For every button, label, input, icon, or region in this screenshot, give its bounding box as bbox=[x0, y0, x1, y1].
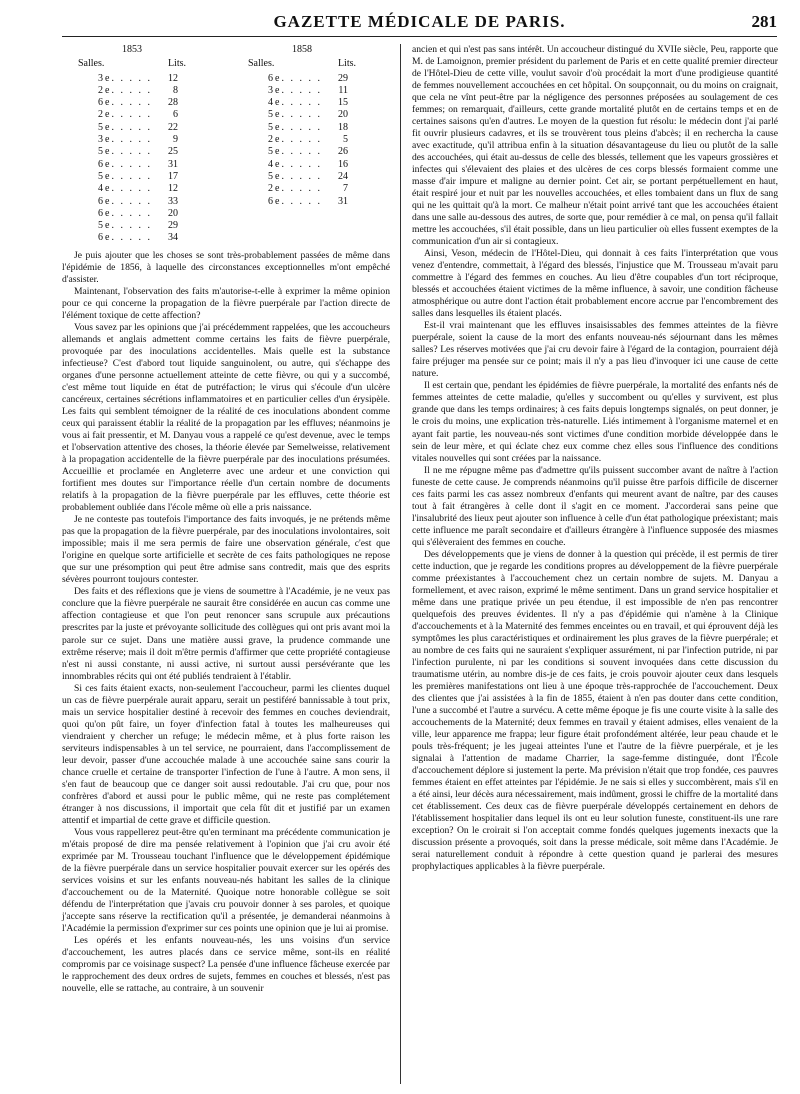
salle-cell: 6e. . . . . bbox=[98, 232, 152, 244]
table-row bbox=[242, 97, 362, 109]
salle-cell: 6e. . . . . bbox=[98, 207, 152, 219]
table-row bbox=[242, 85, 362, 97]
paragraph: ancien et qui n'est pas sans intérêt. Un accoucheur distingué du XVIIe siècle, Peu, rapporte que M. de Lamoignon, premier président du parlement de Paris et en cette qualité premier directeur de l'Hôtel-Dieu de cette ville, voulut savoir d'où procédait la mort d'une prodigieuse quantité de femmes nouvellement accouchées en cet hôpital. On soupçonnait, ou du moins on craignait, que cela ne vînt peut-être par la négligence des personnes préposées au soulagement de ces femmes; on remarquait, d'ailleurs, cette grande mortalité plutôt en de certains temps et en de certaines saisons qu'en d'autres. Le moyen de la question fut résolu: le médecin dont j'ai parlé fit ouvrir plusieurs cadavres, et ils se trouvèrent tous pleins d'abcès; il en rechercha la cause avec exactitude, qu'il attribua enfin à la situation désavantageuse du lieu ou plutôt de la salle des accouchées, qui était au-dessus de celle des blessés, tellement que les vapeurs grossières et infectes qui s'élevaient des plaies et des ulcères de ces corps blessés formaient comme une masse d'air impure et maligne au dernier point. Cet air, se portant perpétuellement en haut, était respiré jour et nuit par les nouvelles accouchées, et elles tombaient dans un flux de sang qui ne les quittait qu'à la mort. Ce malheur n'était point arrivé tant que les accouchées étaient dans une salle au-dessous des autres, de sorte que, pour remédier à ce mal, on pensa qu'il fallait mettre les accouchées, s'il était possible, dans un lieu particulier où elles fussent exemptes de la communication d'un air si contagieux. bbox=[412, 44, 778, 248]
table-row bbox=[72, 146, 192, 158]
lits-cell: 6 bbox=[173, 109, 178, 121]
paragraph: Je puis ajouter que les choses se sont très-probablement passées de même dans l'épidémie de 1856, à laquelle des circonstances exceptionnelles m'ont empêché d'assister. bbox=[62, 250, 390, 286]
table-1853 bbox=[72, 44, 192, 245]
paragraph: Vous vous rappellerez peut-être qu'en terminant ma précédente communication je m'étais proposé de dire ma pensée relativement à l'opinion que j'ai cru avoir été exprimée par M. Trousseau touchant l'influence que le développement épidémique de la fièvre puerpérale dans un service hospitalier pouvait exercer sur les opérés des services voisins et sur les enfants nouveau-nés habitant les salles de la clinique d'accouchement ou de la Maternité. Quoique notre honorable collègue se soit défendu de l'interprétation que j'avais cru pouvoir donner à ses paroles, et quoique j'accepte sans réserve la rectification qu'il a présentée, je demanderai néanmoins à l'Académie la permission d'exprimer sur ces points une opinion que je lui ai promise. bbox=[62, 826, 390, 934]
lits-cell: 33 bbox=[168, 195, 178, 207]
journal-title: GAZETTE MÉDICALE DE PARIS. bbox=[273, 12, 566, 31]
table-header bbox=[242, 58, 362, 70]
paragraph: Il ne me répugne même pas d'admettre qu'ils puissent succomber avant de naître à l'action funeste de cette cause. Je comprends néanmoins qu'il puisse être parfois difficile de discerner ces faits parmi les cas assez nombreux d'enfants qui meurent avant de naître, par des causes tout à fait étrangères à celle dont il s'agit en ce moment. J'accorderai sans peine que l'insalubrité des lieux peut ajouter son influence à celle d'un état pathologique préexistant; mais cette influence me paraît secondaire et d'ailleurs étrangère à l'influence supposée des miasmes qui s'élèveraient des femmes en couche. bbox=[412, 464, 778, 548]
lits-cell: 7 bbox=[343, 183, 348, 195]
lits-cell: 29 bbox=[338, 72, 348, 84]
salle-cell: 2e. . . . . bbox=[98, 84, 152, 96]
paragraph: Des faits et des réflexions que je viens de soumettre à l'Académie, je ne veux pas conclure que la fièvre puerpérale ne saurait être considérée en aucun cas comme une affection contagieuse et que l'on peut renoncer sans scrupule aux précautions prescrites par la juste et prévoyante sollicitude des collègues qui ont pris avant moi la parole sur ce sujet. Dans une matière aussi grave, la prudence commande une extrême réserve; mais il doit m'être permis d'affirmer que cette propriété contagieuse n'est ni aussi constante, ni aussi active, ni surtout aussi persévérante que les innombrables récits qui ont été publiés tendraient à l'établir. bbox=[62, 586, 390, 682]
col-lits-header: Lits. bbox=[167, 58, 186, 70]
lits-cell: 8 bbox=[173, 84, 178, 96]
table-row bbox=[72, 183, 192, 195]
paragraph: Ainsi, Veson, médecin de l'Hôtel-Dieu, qui donnait à ces faits l'interprétation que vous venez d'entendre, commettait, à l'égard des blessés, l'injustice que M. Trousseau m'avait paru commettre à l'égard des femmes en couches. Au lieu d'être coupables d'un tort réciproque, blessés et accouchées étaient victimes de la même influence, à savoir, une condition fâcheuse atmosphérique ou autre dont l'action était probablement encore accrue par l'encombrement des salles dans lesquelles ils étaient placés. bbox=[412, 248, 778, 320]
col-salles-header: Salles. bbox=[78, 58, 105, 70]
table-row bbox=[72, 171, 192, 183]
paragraph: Des développements que je viens de donner à la question qui précède, il est permis de tirer cette induction, que je regarde les conditions propres au développement de la fièvre puerpérale comme préexistantes à l'accouchement chez un certain nombre de sujets. M. Danyau a formellement, et avec raison, exprimé le même sentiment. Dans un grand service hospitalier et même dans une pratique privée un peu étendue, il est impossible de n'en pas rencontrer quelquefois des preuves évidentes. Il n'y a pas d'épidémie qui n'amène à la Clinique d'accouchements et à la Maternité des femmes enceintes ou en travail, et qui éprouvent déjà les symptômes les plus caractéristiques et ordinairement les plus graves de la fièvre puerpérale; et au nombre de ces faits qui ne sauraient s'expliquer assurément, ni par l'infection putride, ni par l'infection purulente, ni par les conditions si souvent invoquées dans cette discussion du traumatisme utérin, au nombre dis-je de ces faits, je crois pouvoir ajouter ceux dans lesquels les premières manifestations ont lieu à une époque très-rapprochée de l'accouchement. Deux des clientes que j'ai assistées à la fin de 1855, étaient à n'en pas douter dans cette condition, l'une a succombé et l'autre a survécu. A cette même époque je fis une courte visite à la salle des accouchements de la Maternité; deux femmes en travail y étaient admises, elles venaient de la ville, leur apparence me frappa; leur figure était profondément altérée, leur peau chaude et le pouls très-fréquent; je les jugeai atteintes l'une et l'autre de la fièvre puerpérale, et je les signalai à l'attention de madame Charrier, la sage-femme distinguée, dont l'École d'accouchement déplore si justement la perte. Ma prévision n'était que trop fondée, ces pauvres femmes étaient en effet atteintes par l'épidémie. Je ne sais si elles y succombèrent, mais s'il en a été ainsi, leur décès aura nécessairement, mais indûment, grossi le chiffre de la mortalité dans cet établissement. Ces deux cas de fièvre puerpérale développés certainement en dehors de l'établissement hospitalier dans lequel ils ont eu leur solution funeste, constituent-ils une rare exception? On le croirait si l'on acceptait comme fondés quelques jugements inexacts que la discussion présente a provoqués, soit dans la presse médicale, soit même dans l'Académie. Je serai naturellement conduit à répondre à cette question quand je parlerai des mesures prophylactiques applicables à la fièvre puerpérale. bbox=[412, 548, 778, 873]
table-row bbox=[242, 134, 362, 146]
salle-cell: 5e. . . . . bbox=[98, 220, 152, 232]
left-column bbox=[62, 44, 390, 995]
paragraph: Maintenant, l'observation des faits m'autorise-t-elle à exprimer la même opinion pour ce qui concerne la propagation de la fièvre puerpérale par l'action directe de l'élément toxique de cette affection? bbox=[62, 286, 390, 322]
lits-cell: 22 bbox=[168, 121, 178, 133]
paragraph: Je ne conteste pas toutefois l'importance des faits invoqués, je ne prétends même pas que la propagation de la fièvre puerpérale, par des inoculations involontaires, soit impossible; mais il me sera permis de faire une observation générale, c'est que l'origine en quelque sorte artificielle et secrète de ces faits pathologiques ne repose que sur une présomption qui peut être admise sans contredit, mais que des esprits sévères pourront toujours contester. bbox=[62, 514, 390, 586]
lits-cell: 17 bbox=[168, 170, 178, 182]
page-header bbox=[62, 10, 777, 37]
lits-cell: 34 bbox=[168, 232, 178, 244]
lits-cell: 31 bbox=[338, 195, 348, 207]
table-row bbox=[72, 109, 192, 121]
salle-cell: 5e. . . . . bbox=[268, 121, 322, 133]
col-lits-header: Lits. bbox=[337, 58, 356, 70]
salle-cell: 6e. . . . . bbox=[268, 195, 322, 207]
paragraph: Est-il vrai maintenant que les effluves insaisissables des femmes atteintes de la fièvre puerpérale, soient la cause de la mort des enfants nouveau-nés séjournant dans les mêmes salles? Les réserves motivées que j'ai cru devoir faire à l'égard de la contagion, pourraient déjà faire préjuger ma pensée sur ce point; mais il n'y a pas lieu d'invoquer ici une cause de cette nature. bbox=[412, 320, 778, 380]
salle-cell: 6e. . . . . bbox=[98, 158, 152, 170]
table-row bbox=[72, 208, 192, 220]
lits-cell: 29 bbox=[168, 220, 178, 232]
col-salles-header: Salles. bbox=[248, 58, 275, 70]
paragraph: Il est certain que, pendant les épidémies de fièvre puerpérale, la mortalité des enfants nés de femmes atteintes de cette maladie, qu'elles y succombent ou qu'elles y survivent, est plus grande que dans les temps ordinaires; à ces faits depuis longtemps signalés, on peut donner, je le crois du moins, une explication très-naturelle. Liés intimement à l'organisme maternel et en ayant fait partie, les nouveau-nés sont victimes d'une condition morbide développée dans le sein de leur mère, et qui éclate chez eux comme chez elles sous l'influence des conditions vitales nouvelles qui sont créées par la naissance. bbox=[412, 380, 778, 464]
lits-cell: 20 bbox=[338, 109, 348, 121]
lits-cell: 18 bbox=[338, 121, 348, 133]
table-row bbox=[242, 109, 362, 121]
salle-cell: 6e. . . . . bbox=[98, 195, 152, 207]
salle-cell: 5e. . . . . bbox=[98, 146, 152, 158]
table-row bbox=[72, 85, 192, 97]
salle-cell: 5e. . . . . bbox=[268, 170, 322, 182]
table-row bbox=[242, 171, 362, 183]
lits-cell: 26 bbox=[338, 146, 348, 158]
table-row bbox=[72, 97, 192, 109]
table-row bbox=[242, 183, 362, 195]
table-row bbox=[242, 159, 362, 171]
salle-cell: 5e. . . . . bbox=[98, 170, 152, 182]
table-rows bbox=[72, 73, 192, 245]
table-row bbox=[72, 196, 192, 208]
table-row bbox=[72, 134, 192, 146]
lits-cell: 31 bbox=[168, 158, 178, 170]
lits-cell: 16 bbox=[338, 158, 348, 170]
salle-cell: 6e. . . . . bbox=[98, 97, 152, 109]
lits-cell: 11 bbox=[338, 84, 348, 96]
salle-cell: 2e. . . . . bbox=[268, 183, 322, 195]
salle-cell: 5e. . . . . bbox=[268, 109, 322, 121]
lits-cell: 12 bbox=[168, 183, 178, 195]
lits-cell: 12 bbox=[168, 72, 178, 84]
table-row bbox=[72, 122, 192, 134]
salle-cell: 3e. . . . . bbox=[98, 72, 152, 84]
statistics-tables bbox=[62, 44, 390, 246]
page-number: 281 bbox=[751, 12, 777, 31]
salle-cell: 4e. . . . . bbox=[268, 158, 322, 170]
paragraph: Si ces faits étaient exacts, non-seulement l'accoucheur, parmi les clientes duquel un cas de fièvre puerpérale aurait apparu, serait un pestiféré bannissable à tout prix, mais un service hospitalier destiné à recevoir des femmes en couches deviendrait, quoi qu'on pût faire, un foyer d'infection fatal à toutes les malheureuses qui viendraient y chercher un refuge; le médecin même, et à plus forte raison les serviteurs indispensables à un tel service, ne pourraient, dans l'accomplissement de leur devoir, passer d'une accouchée malade à une accouchée saine sans courir la chance cruelle et certaine de transporter l'infection de l'une à l'autre. A mon sens, il s'en faut de beaucoup que ce danger soit aussi redoutable. J'ai cru que, pour nos confrères d'abord et aussi pour le public même, qui ne reste pas complétement étranger à nos discussions, il importait que cela fût dit et justifié par un examen attentif et impartial de cette grave et difficile question. bbox=[62, 682, 390, 826]
salle-cell: 3e. . . . . bbox=[268, 84, 322, 96]
table-row bbox=[72, 220, 192, 232]
lits-cell: 24 bbox=[338, 170, 348, 182]
lits-cell: 15 bbox=[338, 97, 348, 109]
table-header bbox=[72, 58, 192, 70]
table-row bbox=[242, 122, 362, 134]
lits-cell: 25 bbox=[168, 146, 178, 158]
salle-cell: 5e. . . . . bbox=[98, 121, 152, 133]
table-1858 bbox=[242, 44, 362, 208]
paragraph: Les opérés et les enfants nouveau-nés, les uns voisins d'un service d'accouchement, les autres placés dans ce service même, sont-ils en réalité compromis par ce voisinage suspect? La pensée d'une influence fâcheuse exercée par le rapprochement des deux ordres de sujets, femmes en couches et blessés, n'est pas nouvelle, elle se rattache, au contraire, à un souvenir bbox=[62, 934, 390, 994]
salle-cell: 4e. . . . . bbox=[268, 97, 322, 109]
table-row bbox=[242, 146, 362, 158]
column-divider bbox=[400, 44, 401, 1084]
table-year: 1858 bbox=[292, 44, 312, 55]
table-row bbox=[242, 196, 362, 208]
left-body-text bbox=[62, 250, 390, 995]
salle-cell: 6e. . . . . bbox=[268, 72, 322, 84]
table-row bbox=[72, 232, 192, 244]
salle-cell: 4e. . . . . bbox=[98, 183, 152, 195]
table-row bbox=[72, 159, 192, 171]
table-row bbox=[72, 73, 192, 85]
salle-cell: 3e. . . . . bbox=[98, 134, 152, 146]
salle-cell: 5e. . . . . bbox=[268, 146, 322, 158]
lits-cell: 28 bbox=[168, 97, 178, 109]
lits-cell: 20 bbox=[168, 207, 178, 219]
lits-cell: 9 bbox=[173, 134, 178, 146]
table-row bbox=[242, 73, 362, 85]
paragraph: Vous savez par les opinions que j'ai précédemment rappelées, que les accoucheurs allemands et anglais admettent comme certains les faits de fièvre puerpérale, provoquée par des inoculations accidentelles. Mais quelle est la substance infectieuse? C'est d'abord tout liquide sanguinolent, ou autre, qui s'échappe des organes d'une personne actuellement atteinte de cette fièvre, ou qui y a succombé, c'est même tout liquide en état de putréfaction; le virus qui s'écoule d'un ulcère cancéreux, certaines sécrétions inflammatoires et en particulier celles d'un érysipèle. Les faits qui semblent témoigner de la réalité de ces inoculations abondent comme ceux qui paraissent établir la réalité de la propagation par les effluves; néanmoins je vous ai fait pressentir, et M. Danyau vous a rappelé ce qu'est devenue, avec le temps et l'observation attentive des choses, la théorie élevée par Semelweisse, relativement à la propagation accidentelle de la fièvre puerpérale par des inoculations présumées. Accueillie et proclamée en Angleterre avec une ardeur et une conviction qui fortifient mes doutes sur l'importance réelle d'un certain nombre de documents relatifs à la propagation de la fièvre puerpérale par les effluves, cette théorie est probablement oubliée dans l'école même où elle a pris naissance. bbox=[62, 322, 390, 514]
lits-cell: 5 bbox=[343, 134, 348, 146]
table-year: 1853 bbox=[122, 44, 142, 55]
right-column bbox=[412, 44, 778, 873]
salle-cell: 2e. . . . . bbox=[268, 134, 322, 146]
salle-cell: 2e. . . . . bbox=[98, 109, 152, 121]
table-rows bbox=[242, 73, 362, 208]
